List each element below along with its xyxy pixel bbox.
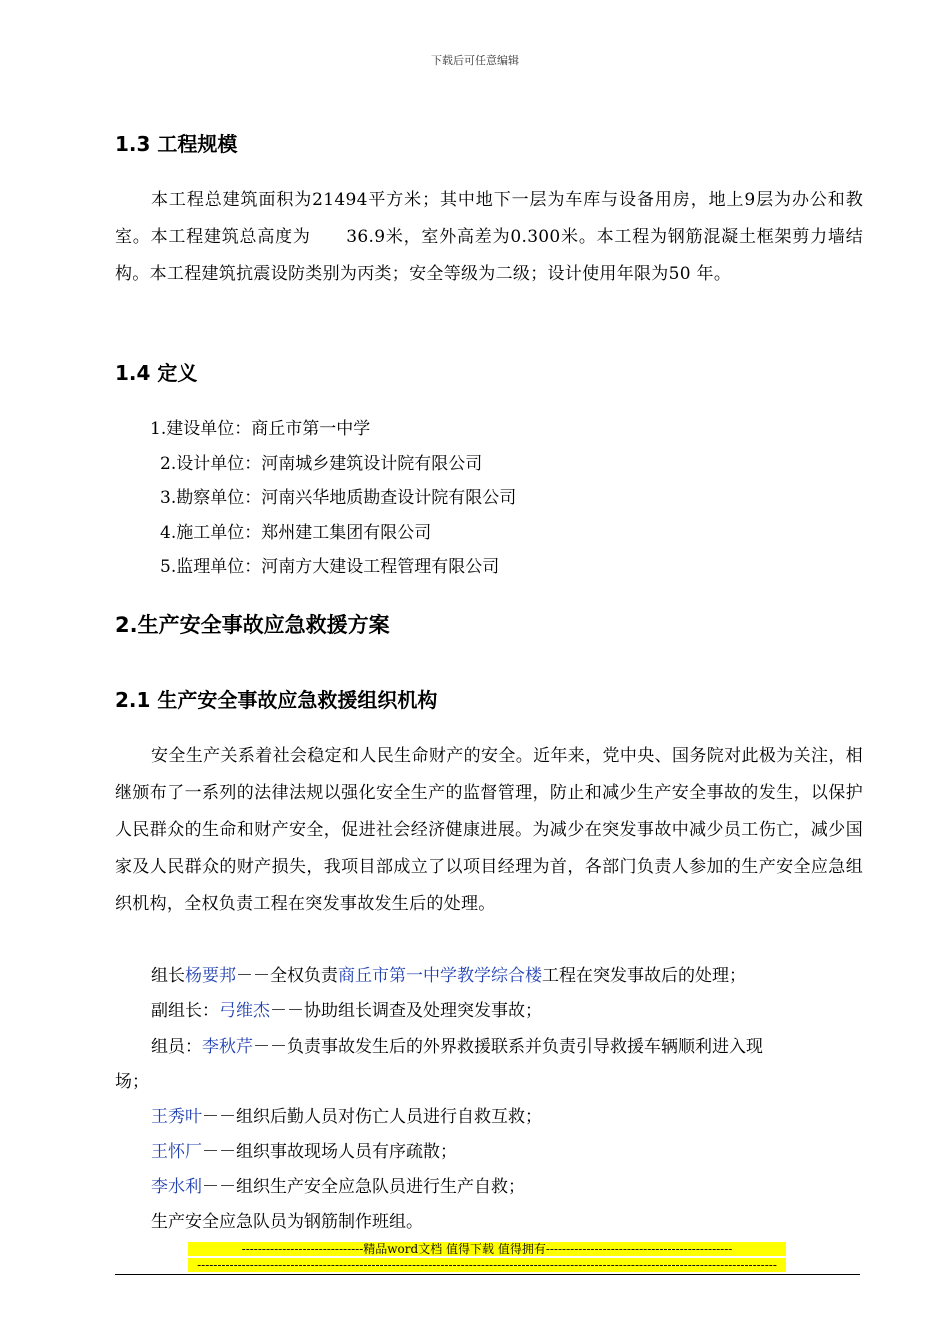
page-header-note: 下载后可任意编辑 bbox=[431, 54, 519, 67]
member-line-2 bbox=[115, 1100, 899, 1135]
section-1-3-heading: 1.3 工程规模 bbox=[115, 132, 238, 156]
section-2-heading: 2.生产安全事故应急救援方案 bbox=[115, 613, 390, 637]
footer-banner-line-2: ----------------------------------------------------------------------------------------------------------------------------------------------- bbox=[188, 1258, 786, 1272]
member-line-1-continued: 场； bbox=[115, 1072, 149, 1092]
leader-duty-end: 工程在突发事故后的处理； bbox=[542, 966, 746, 986]
member-line-4 bbox=[115, 1170, 899, 1205]
member-duty-1: －－负责事故发生后的外界救援联系并负责引导救援车辆顺利进入现 bbox=[253, 1037, 763, 1057]
member-name-4: 李水利 bbox=[151, 1177, 202, 1197]
member-duty-3: －－组织事故现场人员有序疏散； bbox=[202, 1142, 457, 1162]
deputy-label: 副组长： bbox=[151, 1001, 219, 1021]
definition-item-surveyor: 3.勘察单位：河南兴华地质勘查设计院有限公司 bbox=[160, 488, 517, 508]
footer-rule bbox=[115, 1274, 860, 1275]
section-1-3-paragraph: 本工程总建筑面积为21494平方米；其中地下一层为车库与设备用房，地上9层为办公和教室。本工程建筑总高度为 36.9米，室外高差为0.300米。本工程为钢筋混凝土框架剪力墙结构。本工程建筑抗震设防类别为丙类；安全等级为二级；设计使用年限为50 年。 bbox=[115, 190, 863, 284]
leader-name: 杨要邦 bbox=[185, 966, 236, 986]
definition-item-supervisor: 5.监理单位：河南方大建设工程管理有限公司 bbox=[160, 557, 500, 577]
member-name-1: 李秋芹 bbox=[202, 1037, 253, 1057]
deputy-duty: －－协助组长调查及处理突发事故； bbox=[270, 1001, 542, 1021]
footer-banner-line-1: ------------------------------精品word文档 值得下载 值得拥有---------------------------------------------- bbox=[188, 1242, 786, 1256]
section-2-1-paragraph: 安全生产关系着社会稳定和人民生命财产的安全。近年来，党中央、国务院对此极为关注，相继颁布了一系列的法律法规以强化安全生产的监督管理，防止和减少生产安全事故的发生，以保护人民群众的生命和财产安全，促进社会经济健康进展。为减少在突发事故中减少员工伤亡，减少国家及人民群众的财产损失，我项目部成立了以项目经理为首，各部门负责人参加的生产安全应急组织机构，全权负责工程在突发事故发生后的处理。 bbox=[115, 746, 863, 914]
definition-list bbox=[150, 412, 516, 585]
member-line-3 bbox=[115, 1135, 899, 1170]
leader-duty-start: －－全权负责 bbox=[236, 966, 338, 986]
member-line-1 bbox=[115, 1030, 899, 1065]
leader-line bbox=[115, 959, 899, 994]
definition-item-client: 1.建设单位：商丘市第一中学 bbox=[150, 419, 371, 439]
member-name-2: 王秀叶 bbox=[151, 1107, 202, 1127]
project-name: 商丘市第一中学教学综合楼 bbox=[338, 966, 542, 986]
member-duty-4: －－组织生产安全应急队员进行生产自救； bbox=[202, 1177, 525, 1197]
member-name-3: 王怀厂 bbox=[151, 1142, 202, 1162]
team-note: 生产安全应急队员为钢筋制作班组。 bbox=[151, 1212, 423, 1232]
section-1-4-heading: 1.4 定义 bbox=[115, 361, 198, 385]
leader-label: 组长 bbox=[151, 966, 185, 986]
definition-item-contractor: 4.施工单位：郑州建工集团有限公司 bbox=[160, 522, 432, 543]
definition-item-designer: 2.设计单位：河南城乡建筑设计院有限公司 bbox=[160, 453, 483, 474]
member-duty-2: －－组织后勤人员对伤亡人员进行自救互救； bbox=[202, 1107, 542, 1127]
section-2-1-heading: 2.1 生产安全事故应急救援组织机构 bbox=[115, 688, 438, 712]
deputy-line bbox=[115, 994, 899, 1029]
deputy-name: 弓维杰 bbox=[219, 1001, 270, 1021]
member-label: 组员： bbox=[151, 1037, 202, 1057]
